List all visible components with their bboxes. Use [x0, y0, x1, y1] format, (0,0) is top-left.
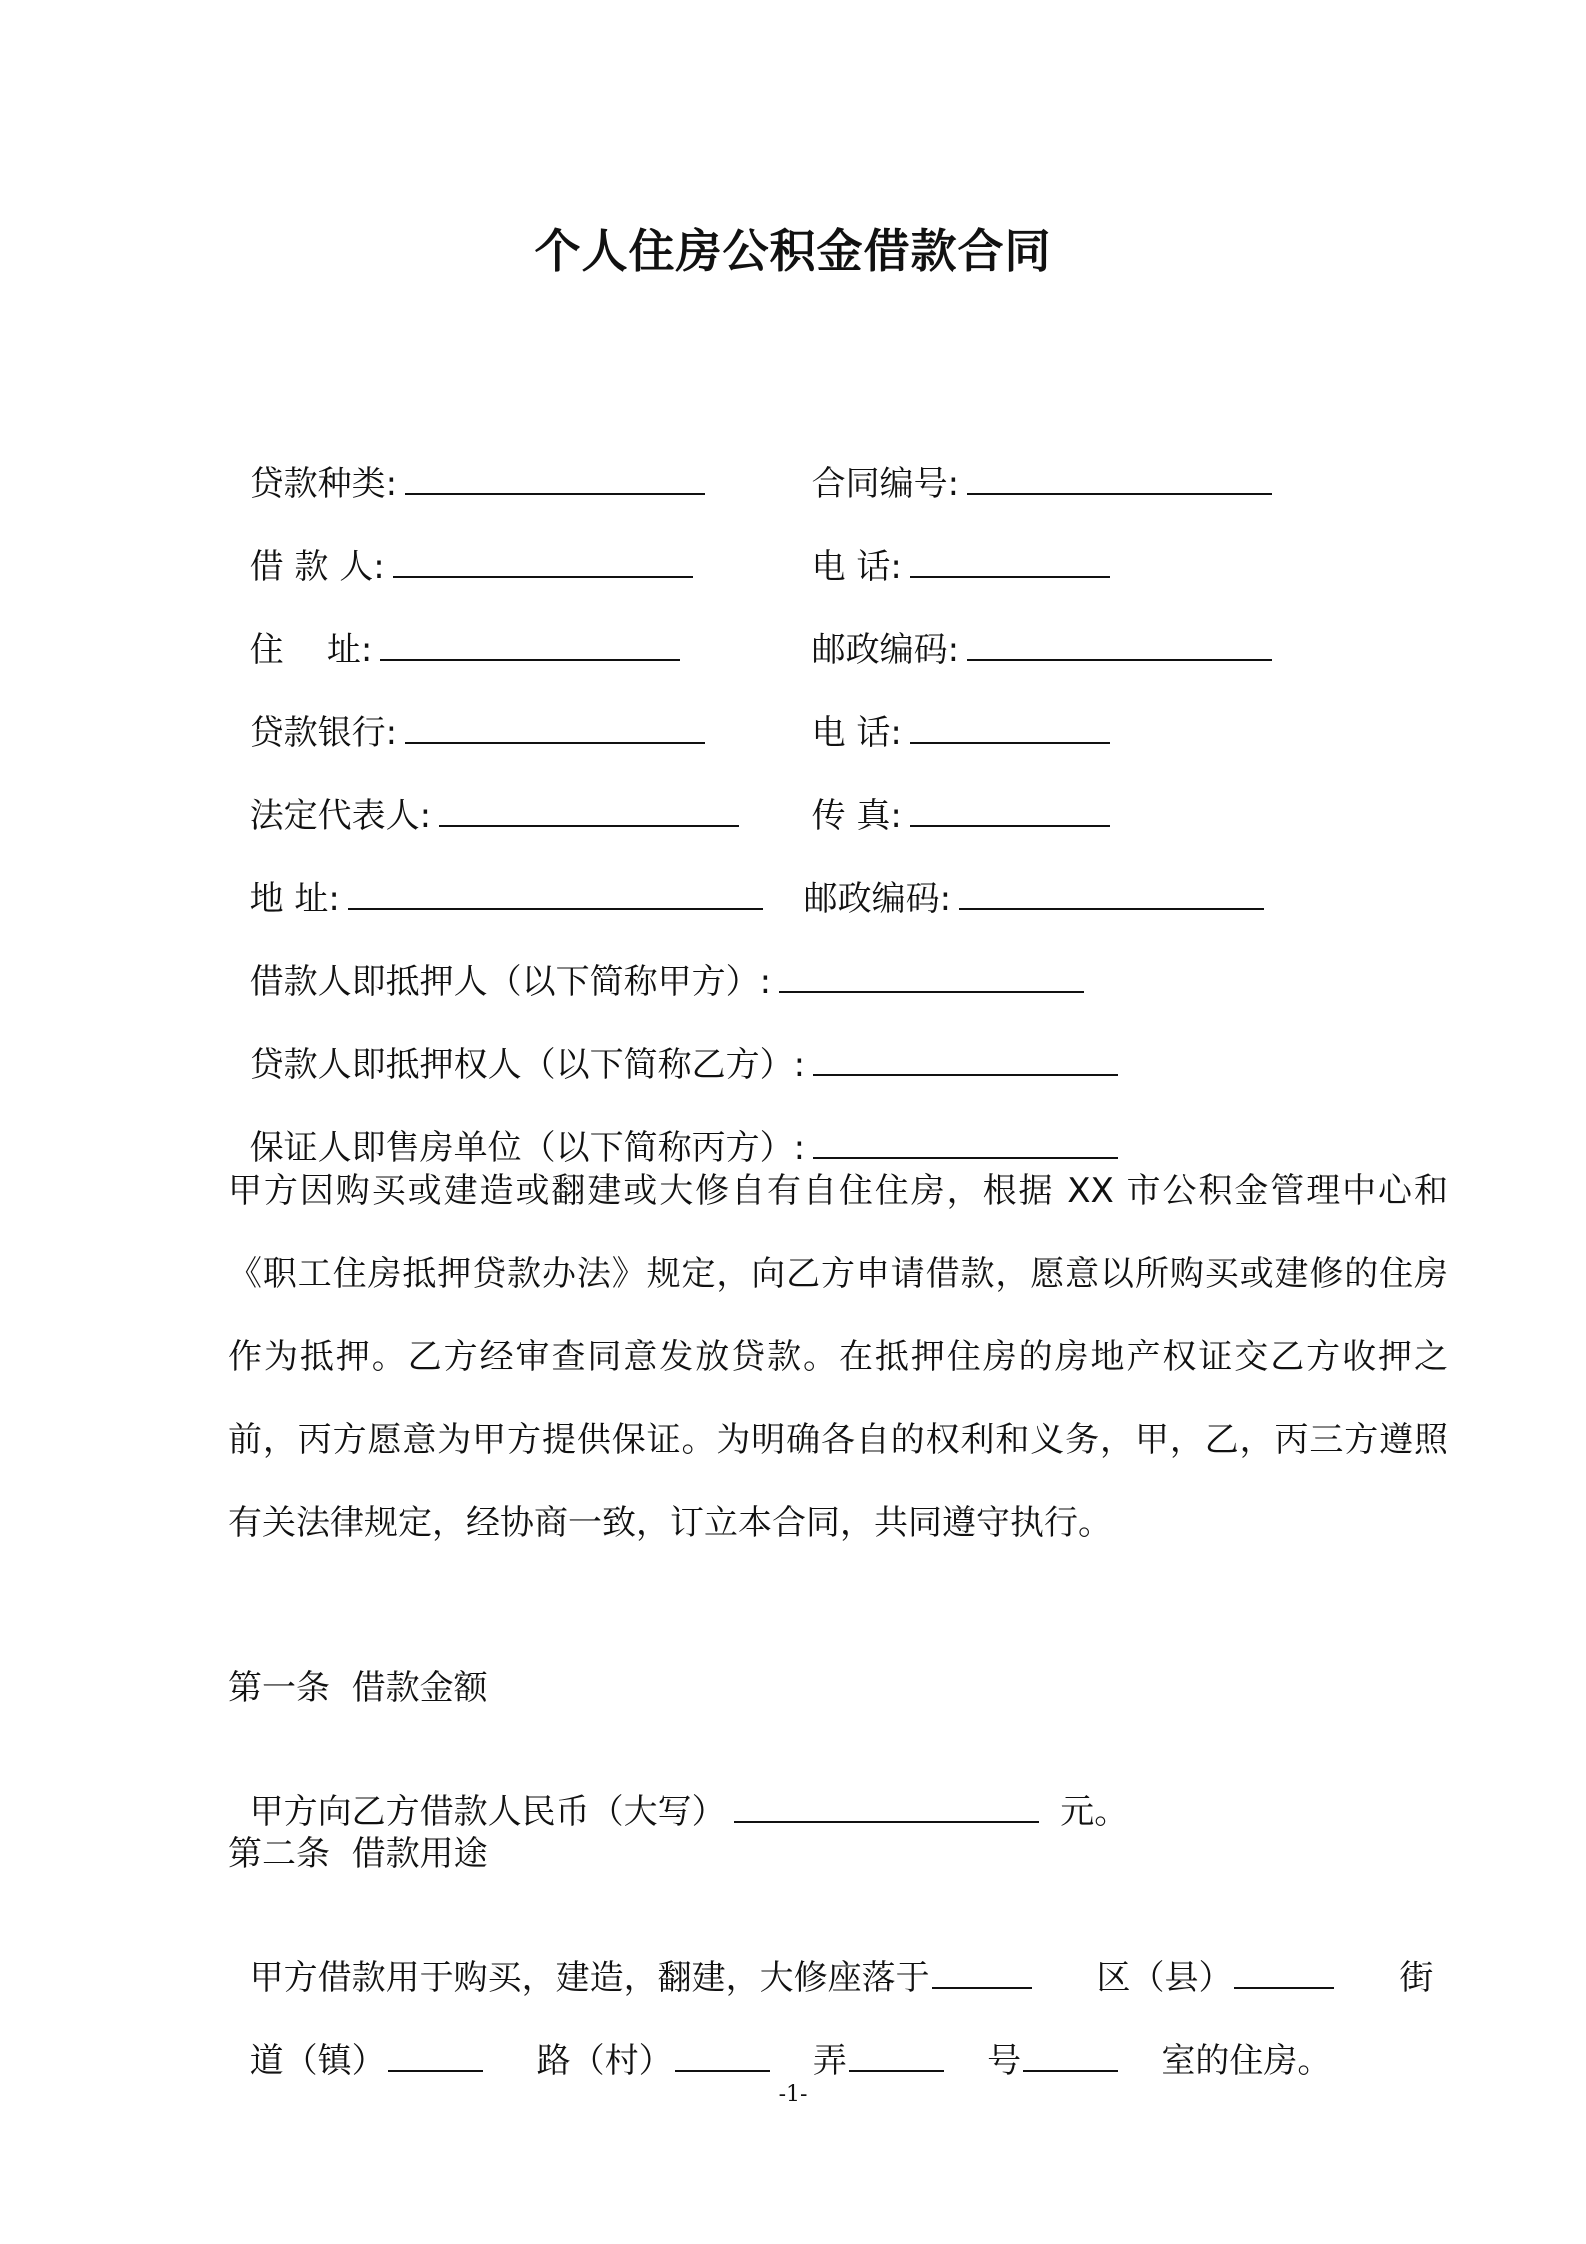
field-row-loan-type — [228, 423, 705, 504]
article2-heading: 第二条 借款用途 — [228, 1834, 488, 1874]
article2-line1-b: 区（县） — [1096, 1958, 1233, 1998]
party-b-blank[interactable] — [813, 1044, 1118, 1076]
field-row-address1 — [228, 589, 680, 670]
field-row-borrower — [228, 506, 693, 587]
party-b-row — [228, 1004, 1118, 1085]
article2-line2-d: 号 — [987, 2041, 1022, 2081]
article1-text — [228, 1751, 1128, 1832]
field-row-postal2 — [782, 838, 1264, 919]
borrower-label: 借 款 人: — [249, 547, 385, 587]
field-row-phone1 — [790, 506, 1110, 587]
loan-type-label: 贷款种类: — [249, 464, 398, 504]
lane-blank[interactable] — [849, 2040, 944, 2072]
lending-bank-label: 贷款银行: — [249, 713, 398, 753]
party-c-label: 保证人即售房单位（以下简称丙方）: — [249, 1128, 806, 1168]
preamble-paragraph: 甲方因购买或建造或翻建或大修自有自住住房，根据 XX 市公积金管理中心和《职工住房抵押贷款办法》规定，向乙方申请借款，愿意以所购买或建修的住房作为抵押。乙方经审查同意发放贷款。在抵押住房的房地产权证交乙方收押之前，丙方愿意为甲方提供保证。为明确各自的权利和义务，甲，乙，丙三方遵照有关法律规定，经协商一致，订立本合同，共同遵守执行。 — [228, 1171, 1448, 1543]
party-a-blank[interactable] — [779, 961, 1084, 993]
location-blank-1[interactable] — [932, 1957, 1032, 1989]
article2-line2-c: 弄 — [812, 2041, 847, 2081]
legal-rep-label: 法定代表人: — [249, 796, 432, 836]
party-a-row — [228, 921, 1084, 1002]
lending-bank-blank[interactable] — [405, 712, 705, 744]
phone1-label: 电 话: — [811, 547, 902, 587]
phone2-label: 电 话: — [811, 713, 902, 753]
page-number: -1- — [778, 2082, 808, 2107]
field-row-legal-rep — [228, 755, 739, 836]
borrower-blank[interactable] — [393, 546, 693, 578]
phone2-blank[interactable] — [910, 712, 1110, 744]
field-row-lending-bank — [228, 672, 705, 753]
amount-blank[interactable] — [734, 1791, 1039, 1823]
postal2-blank[interactable] — [959, 878, 1264, 910]
article2-line1-a: 甲方借款用于购买，建造，翻建，大修座落于 — [249, 1958, 930, 1998]
fax-blank[interactable] — [910, 795, 1110, 827]
contract-no-blank[interactable] — [967, 463, 1272, 495]
field-row-contract-no — [790, 423, 1272, 504]
postal1-blank[interactable] — [967, 629, 1272, 661]
field-row-phone2 — [790, 672, 1110, 753]
party-a-label: 借款人即抵押人（以下简称甲方）: — [249, 962, 772, 1002]
loan-type-blank[interactable] — [405, 463, 705, 495]
field-row-fax — [790, 755, 1110, 836]
address1-label: 住 址: — [249, 630, 373, 670]
fax-label: 传 真: — [811, 796, 902, 836]
postal1-label: 邮政编码: — [811, 630, 960, 670]
field-row-postal1 — [790, 589, 1272, 670]
article2-line2-a: 道（镇） — [249, 2041, 386, 2081]
article1-heading: 第一条 借款金额 — [228, 1668, 488, 1708]
article1-text-before: 甲方向乙方借款人民币（大写） — [249, 1792, 726, 1832]
article2-line1 — [228, 1917, 1433, 1998]
contract-no-label: 合同编号: — [811, 464, 960, 504]
legal-rep-blank[interactable] — [439, 795, 739, 827]
address1-blank[interactable] — [380, 629, 680, 661]
article2-line2-b: 路（村） — [536, 2041, 673, 2081]
town-blank[interactable] — [388, 2040, 483, 2072]
article1-text-after: 元。 — [1060, 1792, 1129, 1832]
address2-blank[interactable] — [348, 878, 763, 910]
postal2-label: 邮政编码: — [803, 879, 952, 919]
road-blank[interactable] — [675, 2040, 770, 2072]
number-blank[interactable] — [1023, 2040, 1118, 2072]
article2-line1-c: 街 — [1399, 1958, 1434, 1998]
phone1-blank[interactable] — [910, 546, 1110, 578]
article2-line2 — [228, 2000, 1331, 2081]
address2-label: 地 址: — [249, 879, 340, 919]
article2-line2-e: 室的住房。 — [1161, 2041, 1332, 2081]
district-blank[interactable] — [1234, 1957, 1334, 1989]
document-title: 个人住房公积金借款合同 — [534, 224, 1052, 278]
field-row-address2 — [228, 838, 763, 919]
party-b-label: 贷款人即抵押权人（以下简称乙方）: — [249, 1045, 806, 1085]
